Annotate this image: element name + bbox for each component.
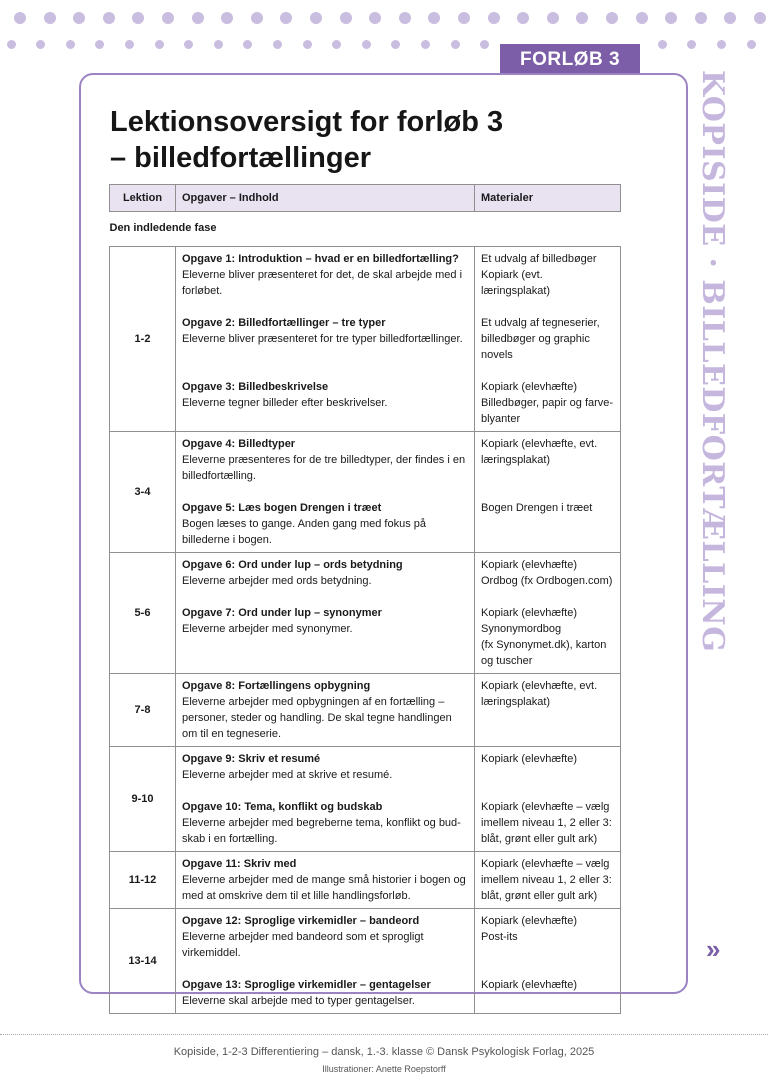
- decorative-dot: [14, 12, 26, 24]
- decorative-dot: [303, 40, 312, 49]
- task-item: [182, 856, 468, 904]
- decorative-dot: [95, 40, 104, 49]
- decorative-dot: [66, 40, 75, 49]
- task-item: [182, 500, 468, 548]
- decorative-dot: [421, 40, 430, 49]
- table-row: [110, 432, 621, 553]
- task-title: Opgave 11: Skriv med: [182, 858, 297, 870]
- material-item: Kopiark (elevhæfte): [481, 753, 577, 765]
- side-banner-text: KOPISIDE · BILLEDFORTÆLLING: [695, 70, 730, 653]
- decorative-dot: [695, 12, 707, 24]
- material-item: Kopiark (elevhæfte) Billedbøger, papir og farve-blyanter: [481, 381, 614, 425]
- task-description: Eleverne arbejder med de mange små historier i bogen og med at omskrive dem til et lille handlingsforløb.: [182, 874, 466, 902]
- table-row: [110, 852, 621, 909]
- decorative-dot: [36, 40, 45, 49]
- material-item: Bogen Drengen i træet: [481, 502, 593, 514]
- task-item: [182, 799, 468, 847]
- table-row: [110, 909, 621, 1014]
- task-description: Eleverne præsenteres for de tre billedtyper, der findes i en billedfortælling.: [182, 454, 466, 482]
- task-description: Eleverne arbejder med begreberne tema, konflikt og bud-skab i en fortælling.: [182, 817, 461, 845]
- task-item: [182, 678, 468, 742]
- decorative-dot: [517, 12, 529, 24]
- material-item: Kopiark (elevhæfte) Synonymordbog (fx Synonymet.dk), karton og tuscher: [481, 607, 607, 667]
- side-banner: [689, 70, 741, 653]
- decorative-dot: [162, 12, 174, 24]
- materials-cell: [475, 432, 621, 553]
- content-cell: [176, 432, 475, 553]
- task-title: Opgave 5: Læs bogen Drengen i træet: [182, 502, 382, 514]
- materials-cell: [475, 553, 621, 674]
- task-description: Bogen læses to gange. Anden gang med fokus på billederne i bogen.: [182, 518, 427, 546]
- content-cell: [176, 674, 475, 747]
- material-item: Kopiark (elevhæfte) Post-its: [481, 915, 577, 943]
- decorative-dot: [251, 12, 263, 24]
- lesson-table: [109, 184, 621, 1014]
- task-item: [182, 379, 468, 411]
- page-title: [110, 104, 590, 176]
- decorative-dot: [606, 12, 618, 24]
- decorative-dot: [125, 40, 134, 49]
- decorative-dot: [214, 40, 223, 49]
- decorative-dot: [273, 40, 282, 49]
- content-cell: [176, 852, 475, 909]
- decorative-dot: [243, 40, 252, 49]
- decorative-dot: [73, 12, 85, 24]
- decorative-dot: [658, 40, 667, 49]
- decorative-dot: [488, 12, 500, 24]
- decorative-dot: [103, 12, 115, 24]
- material-item: Kopiark (elevhæfte) Ordbog (fx Ordbogen.com): [481, 559, 613, 587]
- materials-cell: [475, 852, 621, 909]
- task-description: Eleverne bliver præsenteret for tre typer billedfortællinger.: [182, 333, 463, 345]
- decorative-dot: [547, 12, 559, 24]
- decorative-dot: [576, 12, 588, 24]
- task-title: Opgave 3: Billedbeskrivelse: [182, 381, 329, 393]
- lesson-cell: 5-6: [110, 553, 176, 674]
- task-item: [182, 251, 468, 299]
- next-page-icon: »: [706, 934, 721, 964]
- decorative-dot: [717, 40, 726, 49]
- phase-label: Den indledende fase: [109, 222, 217, 234]
- lesson-cell: 11-12: [110, 852, 176, 909]
- task-title: Opgave 2: Billedfortællinger – tre typer: [182, 317, 386, 329]
- task-item: [182, 605, 468, 637]
- materials-cell: [475, 747, 621, 852]
- decorative-dot: [636, 12, 648, 24]
- material-item: Et udvalg af tegneserier, billedbøger og graphic novels: [481, 317, 600, 361]
- column-header-lesson: Lektion: [110, 185, 176, 212]
- decorative-dot: [221, 12, 233, 24]
- column-header-content: Opgaver – Indhold: [176, 185, 475, 212]
- decorative-dot: [458, 12, 470, 24]
- task-description: Eleverne skal arbejde med to typer gentagelser.: [182, 995, 415, 1007]
- column-header-materials: Materialer: [475, 185, 621, 212]
- decorative-dot: [362, 40, 371, 49]
- content-cell: [176, 247, 475, 432]
- decorative-dot: [747, 40, 756, 49]
- task-title: Opgave 12: Sproglige virkemidler – bandeord: [182, 915, 420, 927]
- decorative-dot: [332, 40, 341, 49]
- task-description: Eleverne arbejder med bandeord som et sprogligt virkemiddel.: [182, 931, 424, 959]
- task-title: Opgave 4: Billedtyper: [182, 438, 296, 450]
- task-item: [182, 977, 468, 1009]
- task-title: Opgave 6: Ord under lup – ords betydning: [182, 559, 403, 571]
- table-header-row: [110, 185, 621, 212]
- task-title: Opgave 13: Sproglige virkemidler – gentagelser: [182, 979, 431, 991]
- task-title: Opgave 10: Tema, konflikt og budskab: [182, 801, 383, 813]
- material-item: Kopiark (elevhæfte – vælg imellem niveau 1, 2 eller 3: blåt, grønt eller gult ark): [481, 801, 612, 845]
- materials-cell: [475, 909, 621, 1014]
- phase-row: [110, 212, 621, 247]
- decorative-dot: [340, 12, 352, 24]
- footer-copyright: Kopiside, 1-2-3 Differentiering – dansk, 1.-3. klasse © Dansk Psykologisk Forlag, 2025: [173, 1046, 595, 1058]
- task-description: Eleverne tegner billeder efter beskrivelser.: [182, 397, 388, 409]
- lesson-cell: 7-8: [110, 674, 176, 747]
- decorative-dot: [480, 40, 489, 49]
- task-item: [182, 751, 468, 783]
- decorative-dot: [451, 40, 460, 49]
- task-item: [182, 315, 468, 347]
- course-tag: FORLØB 3: [500, 44, 640, 74]
- lesson-cell: 9-10: [110, 747, 176, 852]
- decorative-dot: [369, 12, 381, 24]
- decorative-dot: [310, 12, 322, 24]
- task-title: Opgave 1: Introduktion – hvad er en billedfortælling?: [182, 253, 459, 265]
- table-row: [110, 747, 621, 852]
- material-item: Kopiark (elevhæfte – vælg imellem niveau 1, 2 eller 3: blåt, grønt eller gult ark): [481, 858, 612, 902]
- task-description: Eleverne bliver præsenteret for det, de skal arbejde med i forløbet.: [182, 269, 463, 297]
- decorative-dot: [754, 12, 766, 24]
- material-item: Kopiark (elevhæfte, evt. læringsplakat): [481, 680, 598, 708]
- decorative-dot: [687, 40, 696, 49]
- task-item: [182, 436, 468, 484]
- task-description: Eleverne arbejder med synonymer.: [182, 623, 353, 635]
- table-row: [110, 674, 621, 747]
- decorative-dot: [184, 40, 193, 49]
- materials-cell: [475, 247, 621, 432]
- material-item: Kopiark (elevhæfte, evt. læringsplakat): [481, 438, 598, 466]
- decorative-dot: [192, 12, 204, 24]
- footer-divider: [0, 1034, 768, 1035]
- task-item: [182, 557, 468, 589]
- table-row: [110, 553, 621, 674]
- task-title: Opgave 7: Ord under lup – synonymer: [182, 607, 382, 619]
- content-cell: [176, 747, 475, 852]
- task-title: Opgave 8: Fortællingens opbygning: [182, 680, 371, 692]
- task-item: [182, 913, 468, 961]
- lesson-cell: 3-4: [110, 432, 176, 553]
- decorative-dot: [428, 12, 440, 24]
- decorative-dot: [155, 40, 164, 49]
- decorative-dot: [132, 12, 144, 24]
- footer-illustrator: Illustrationer: Anette Roepstorff: [322, 1064, 446, 1074]
- task-title: Opgave 9: Skriv et resumé: [182, 753, 321, 765]
- lesson-cell: 1-2: [110, 247, 176, 432]
- page-title-line2: – billedfortællinger: [110, 142, 372, 174]
- task-description: Eleverne arbejder med ords betydning.: [182, 575, 372, 587]
- decorative-dot: [7, 40, 16, 49]
- lesson-cell: 13-14: [110, 909, 176, 1014]
- content-cell: [176, 909, 475, 1014]
- material-item: Kopiark (elevhæfte): [481, 979, 577, 991]
- task-description: Eleverne arbejder med opbygningen af en fortælling – personer, steder og handling. De skal tegne handlingen om til en tegneserie.: [182, 696, 452, 740]
- decorative-dot: [724, 12, 736, 24]
- decorative-dot: [44, 12, 56, 24]
- materials-cell: [475, 674, 621, 747]
- decorative-dot: [399, 12, 411, 24]
- page-title-line1: Lektionsoversigt for forløb 3: [110, 106, 504, 138]
- table-row: [110, 247, 621, 432]
- task-description: Eleverne arbejder med at skrive et resumé.: [182, 769, 393, 781]
- decorative-dot: [665, 12, 677, 24]
- decorative-dot: [391, 40, 400, 49]
- material-item: Et udvalg af billedbøger Kopiark (evt. læringsplakat): [481, 253, 597, 297]
- decorative-dot: [280, 12, 292, 24]
- content-cell: [176, 553, 475, 674]
